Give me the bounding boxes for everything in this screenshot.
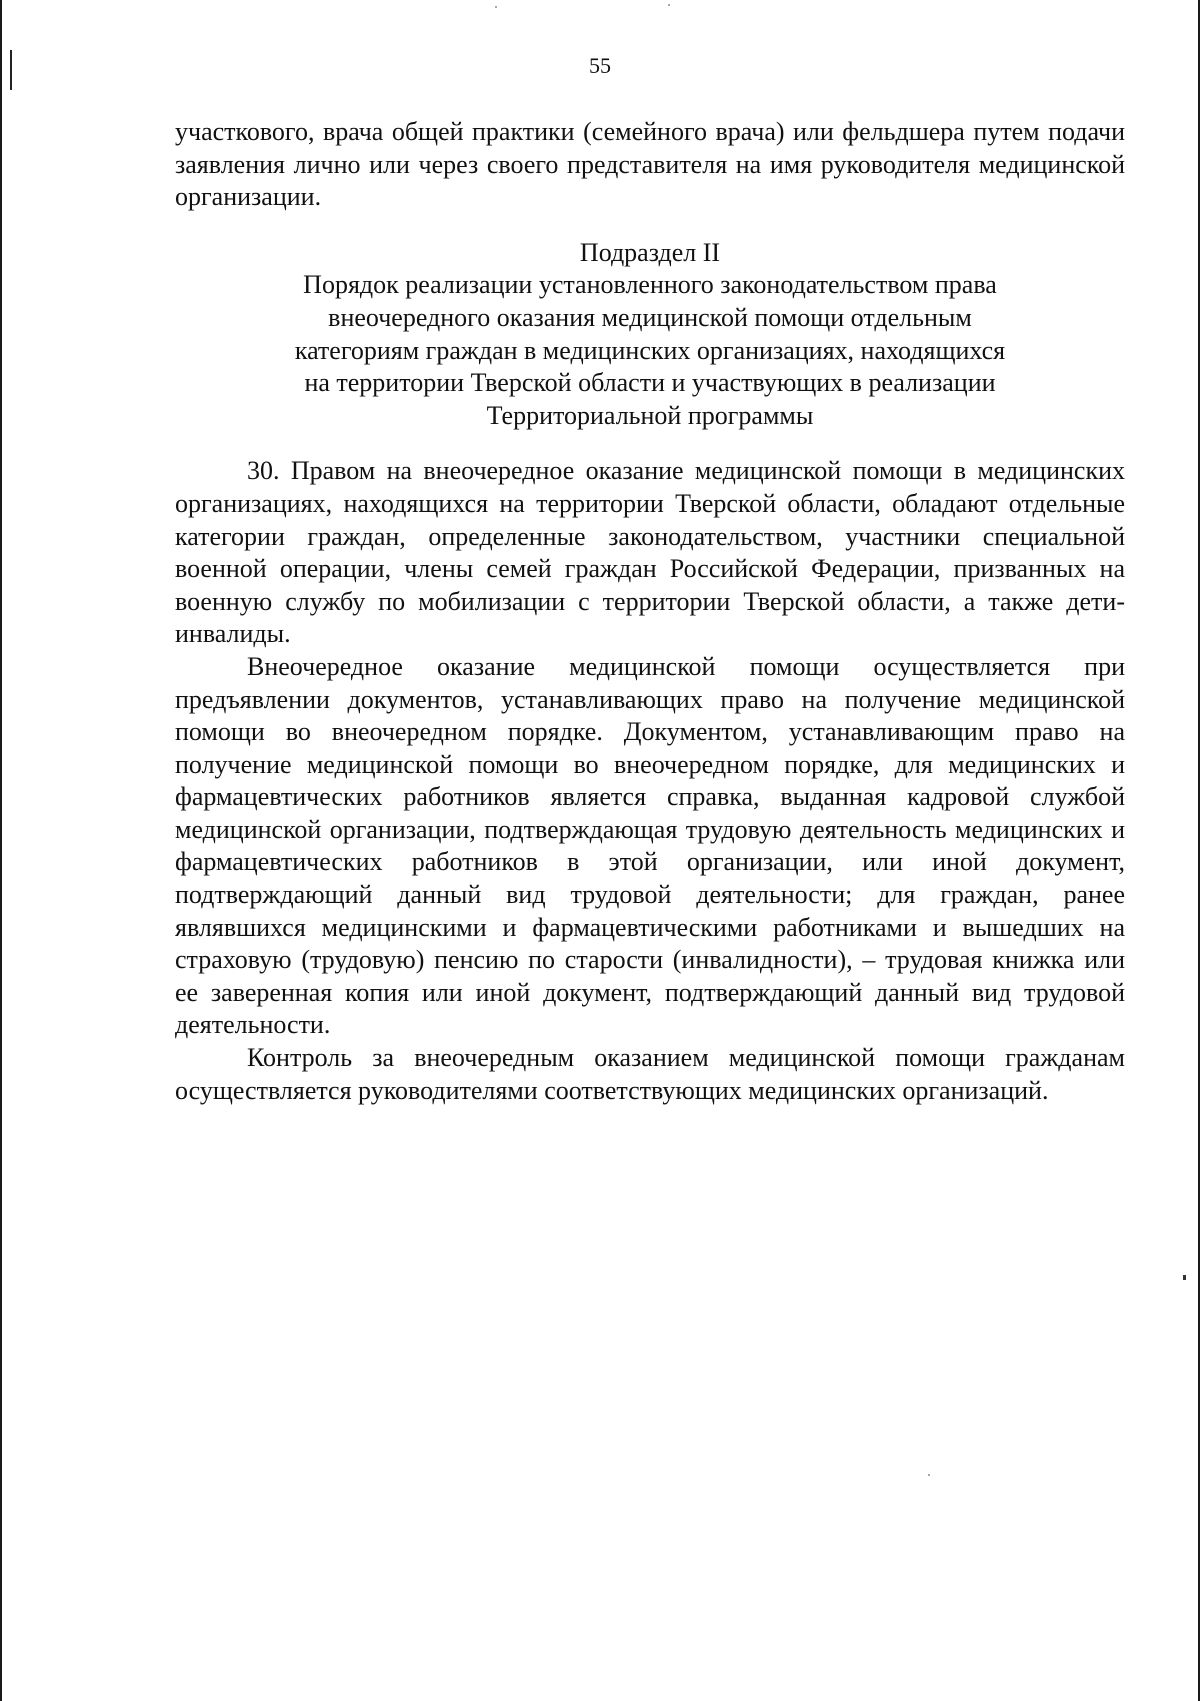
paragraph-control: Контроль за внеочередным оказанием медицинской помощи гражданам осуществляется руководителями соответствующих медицинских организаций.	[175, 1043, 1125, 1105]
intro-paragraph: участкового, врача общей практики (семейного врача) или фельдшера путем подачи заявления лично или через своего представителя на имя руководителя медицинской организации.	[175, 117, 1125, 212]
subsection-title-line: на территории Тверской области и участвующих в реализации	[304, 368, 996, 398]
subsection-title-line: Порядок реализации установленного законодательством права	[303, 270, 997, 300]
subsection-label: Подраздел II	[579, 237, 721, 267]
paragraph-documents: Внеочередное оказание медицинской помощи осуществляется при предъявлении документов, устанавливающих право на получение медицинской помощи во внеочередном порядке. Документом, устанавливающим право на получение медицинской помощи во внеочередном порядке, для медицинских и фармацевтических работников является справка, выданная кадровой службой медицинской организации, подтверждающая трудовую деятельность медицинских и фармацевтических работников в этой организации, или иной документ, подтверждающий данный вид трудовой деятельности; для граждан, ранее являвшихся медицинскими и фармацевтическими работниками и вышедших на страховую (трудовую) пенсию по старости (инвалидности), – трудовая книжка или ее заверенная копия или иной документ, подтверждающий данный вид трудовой деятельности.	[175, 651, 1125, 1040]
scan-dust	[668, 4, 670, 6]
scan-edge-left	[0, 0, 2, 1701]
subsection-title-line: Территориальной программы	[486, 400, 814, 430]
subsection-heading	[175, 237, 1125, 433]
document-body	[175, 116, 1125, 1107]
subsection-title-line: внеочередного оказания медицинской помощи отдельным	[328, 302, 972, 332]
scan-dust	[928, 1474, 930, 1476]
paragraph-30: 30. Правом на внеочередное оказание медицинской помощи в медицинских организациях, находящихся на территории Тверской области, обладают отдельные категории граждан, определенные законодательством, участники специальной военной операции, члены семей граждан Российской Федерации, призванных на военную службу по мобилизации с территории Тверской области, а также дети-инвалиды.	[175, 456, 1125, 649]
subsection-title-line: категориям граждан в медицинских организациях, находящихся	[294, 335, 1006, 365]
scan-dust	[495, 6, 497, 8]
page-number: 55	[589, 53, 611, 78]
scan-edge-mark	[1183, 1275, 1186, 1280]
